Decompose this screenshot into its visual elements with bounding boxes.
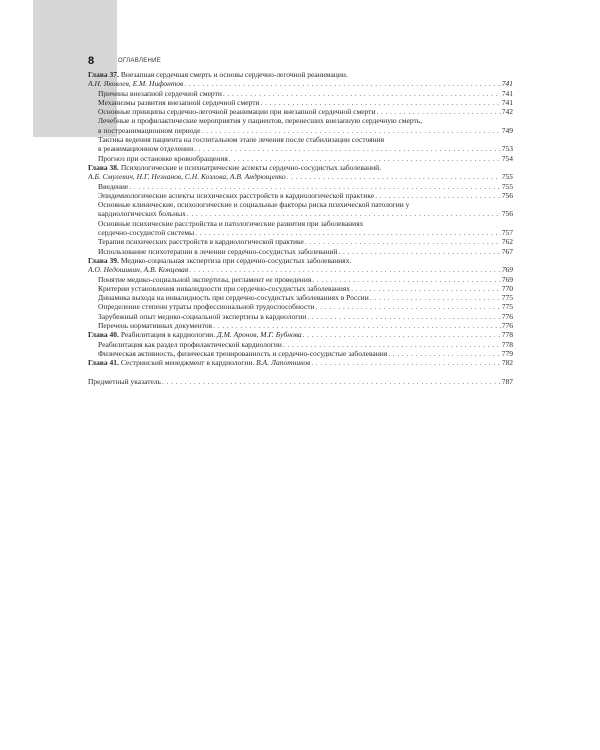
dot-leader (338, 247, 500, 256)
section-title: Определение степени утраты профессиональной трудоспособности (98, 302, 315, 312)
dot-leader (129, 182, 501, 191)
chapter-title: Психологические и психиатрические аспекты сердечно-сосудистых заболеваний. (120, 162, 382, 172)
toc-section (88, 182, 513, 191)
toc-section (88, 107, 513, 116)
dot-leader (187, 209, 501, 218)
section-title-cont: кардиологических больных (98, 209, 186, 219)
page-ref: 754 (501, 153, 513, 163)
page-ref: 741 (501, 88, 513, 98)
section-title-cont: в постреанимационном периоде (98, 125, 201, 135)
chapter-title: Реабилитация в кардиологии. (120, 330, 216, 340)
toc-section (88, 284, 513, 293)
dot-leader (311, 358, 500, 367)
dot-leader (261, 98, 501, 107)
toc-section (88, 126, 513, 135)
dot-leader (303, 330, 501, 339)
toc-section-line: Основные психические расстройства и патологические развития при заболеваниях (98, 218, 364, 228)
page-number: 8 (88, 55, 95, 67)
section-title: Причины внезапной сердечной смерти (98, 88, 222, 98)
toc-section (88, 209, 513, 218)
page-ref: 776 (501, 311, 513, 321)
toc-section (88, 237, 513, 246)
dot-leader (388, 349, 501, 358)
page-ref: 775 (501, 302, 513, 312)
toc-authors (88, 172, 513, 181)
section-title: Физическая активность, физическая тренированность и сердечно-сосудистые заболевания (98, 348, 388, 358)
section-title: Введение (98, 181, 129, 191)
toc-chapter (88, 330, 513, 339)
dot-leader (351, 284, 501, 293)
section-title: Прогноз при остановке кровообращения (98, 153, 228, 163)
page-ref: 767 (501, 246, 513, 256)
toc-section (88, 302, 513, 311)
chapter-authors: Д.М. Аронов, М.Г. Бубнова (217, 330, 302, 340)
chapter-number: Глава 39. (88, 255, 119, 265)
page-ref: 755 (501, 172, 513, 182)
section-title: Эпидемиологические аспекты психических расстройств в кардиологической практике (98, 190, 375, 200)
dot-leader (213, 321, 501, 330)
section-title-cont: сердечно-сосудистой системы (98, 228, 195, 238)
toc-section-line: Тактика ведения пациента на госпитальном этапе лечения после стабилизации состояния (98, 135, 385, 145)
page-ref: 776 (501, 321, 513, 331)
chapter-number: Глава 41. (88, 358, 119, 368)
toc-section-line: Основные клинические, психологические и социальные факторы риска психической патологии у (98, 200, 410, 210)
dot-leader (376, 107, 500, 116)
chapter-authors: А.Б. Смулевич, Н.Г. Незнанов, С.Н. Козлова, А.В. Андрющенко (88, 172, 286, 182)
page-ref: 753 (501, 144, 513, 154)
dot-leader (307, 312, 500, 321)
toc-section (88, 89, 513, 98)
toc-chapter (88, 70, 513, 79)
toc-chapter (88, 256, 513, 265)
dot-leader (223, 89, 501, 98)
section-title: Понятие медико-социальной экспертизы, регламент ее проведения (98, 274, 312, 284)
section-title: Перечень нормативных документов (98, 321, 213, 331)
page-ref: 762 (501, 237, 513, 247)
page-ref: 742 (501, 107, 513, 117)
table-of-contents (88, 70, 513, 386)
section-title: Динамика выхода на инвалидность при сердечно-сосудистых заболеваниях в России (98, 293, 369, 303)
page-ref: 755 (501, 181, 513, 191)
page-ref: 756 (501, 209, 513, 219)
page-ref: 741 (501, 97, 513, 107)
toc-section (88, 275, 513, 284)
toc-authors (88, 265, 513, 274)
toc-section (88, 321, 513, 330)
toc-entry-index (88, 377, 513, 386)
dot-leader (305, 237, 501, 246)
section-title: Реабилитация как раздел профилактической кардиологии (98, 339, 282, 349)
chapter-number: Глава 38. (88, 162, 119, 172)
page-ref: 741 (501, 79, 513, 89)
toc-section (88, 247, 513, 256)
section-title: Основные принципы сердечно-легочной реанимации при внезапной сердечной смерти (98, 107, 376, 117)
chapter-number: Глава 37. (88, 70, 119, 79)
page-ref: 782 (501, 358, 513, 368)
dot-leader (375, 191, 501, 200)
chapter-title: Внезапная сердечная смерть и основы сердечно-легочной реанимации. (120, 70, 348, 79)
section-title-cont: в реанимационном отделении (98, 144, 194, 154)
toc-section (88, 228, 513, 237)
spacer (88, 368, 513, 377)
page-ref: 749 (501, 125, 513, 135)
page-ref: 769 (501, 274, 513, 284)
section-title: Использование психотерапии в лечении сердечно-сосудистых заболеваний (98, 246, 338, 256)
dot-leader (229, 154, 501, 163)
page-ref: 770 (501, 283, 513, 293)
toc-section (88, 191, 513, 200)
dot-leader (162, 377, 501, 386)
dot-leader (316, 302, 501, 311)
page-ref: 778 (501, 330, 513, 340)
page-ref: 756 (501, 190, 513, 200)
chapter-authors: В.А. Лапотников (256, 358, 311, 368)
section-title: Терапия психических расстройств в кардиологической практике (98, 237, 304, 247)
toc-chapter (88, 358, 513, 367)
dot-leader (283, 340, 501, 349)
toc-section (88, 312, 513, 321)
toc-section (88, 340, 513, 349)
chapter-number: Глава 40. (88, 330, 119, 340)
toc-section (88, 349, 513, 358)
dot-leader (201, 126, 500, 135)
toc-section (88, 98, 513, 107)
section-title: Механизмы развития внезапной сердечной смерти (98, 97, 260, 107)
section-title: Зарубежный опыт медико-социальной экспертизы в кардиологии (98, 311, 307, 321)
toc-chapter (88, 163, 513, 172)
chapter-heading (88, 358, 310, 367)
page-ref: 779 (501, 348, 513, 358)
chapter-title: Медико-социальная экспертиза при сердечно-сосудистых заболеваниях. (120, 255, 352, 265)
index-label: Предметный указатель (88, 376, 161, 386)
toc-section (88, 154, 513, 163)
dot-leader (194, 144, 501, 153)
page-ref: 769 (501, 265, 513, 275)
chapter-heading (88, 330, 302, 339)
dot-leader (189, 265, 500, 274)
chapter-authors: А.О. Недошивин, А.В. Концевая (88, 265, 189, 275)
toc-section (88, 144, 513, 153)
toc-section-line: Лечебные и профилактические мероприятия у пациентов, перенесших внезапную сердечную смерть, (98, 116, 423, 126)
page-ref: 757 (501, 228, 513, 238)
dot-leader (287, 172, 501, 181)
chapter-authors: А.Н. Яковлев, Е.М. Нифонтов (88, 79, 184, 89)
running-head: ОГЛАВЛЕНИЕ (118, 58, 162, 64)
toc-section (88, 293, 513, 302)
section-title: Критерии установления инвалидности при сердечно-сосудистых заболеваниях (98, 283, 351, 293)
page-ref: 787 (501, 376, 513, 386)
page-ref: 778 (501, 339, 513, 349)
dot-leader (184, 79, 500, 88)
chapter-title: Сестринский менеджмент в кардиологии. (120, 358, 255, 368)
page-ref: 775 (501, 293, 513, 303)
dot-leader (370, 293, 501, 302)
toc-authors (88, 79, 513, 88)
dot-leader (312, 275, 500, 284)
dot-leader (195, 228, 501, 237)
